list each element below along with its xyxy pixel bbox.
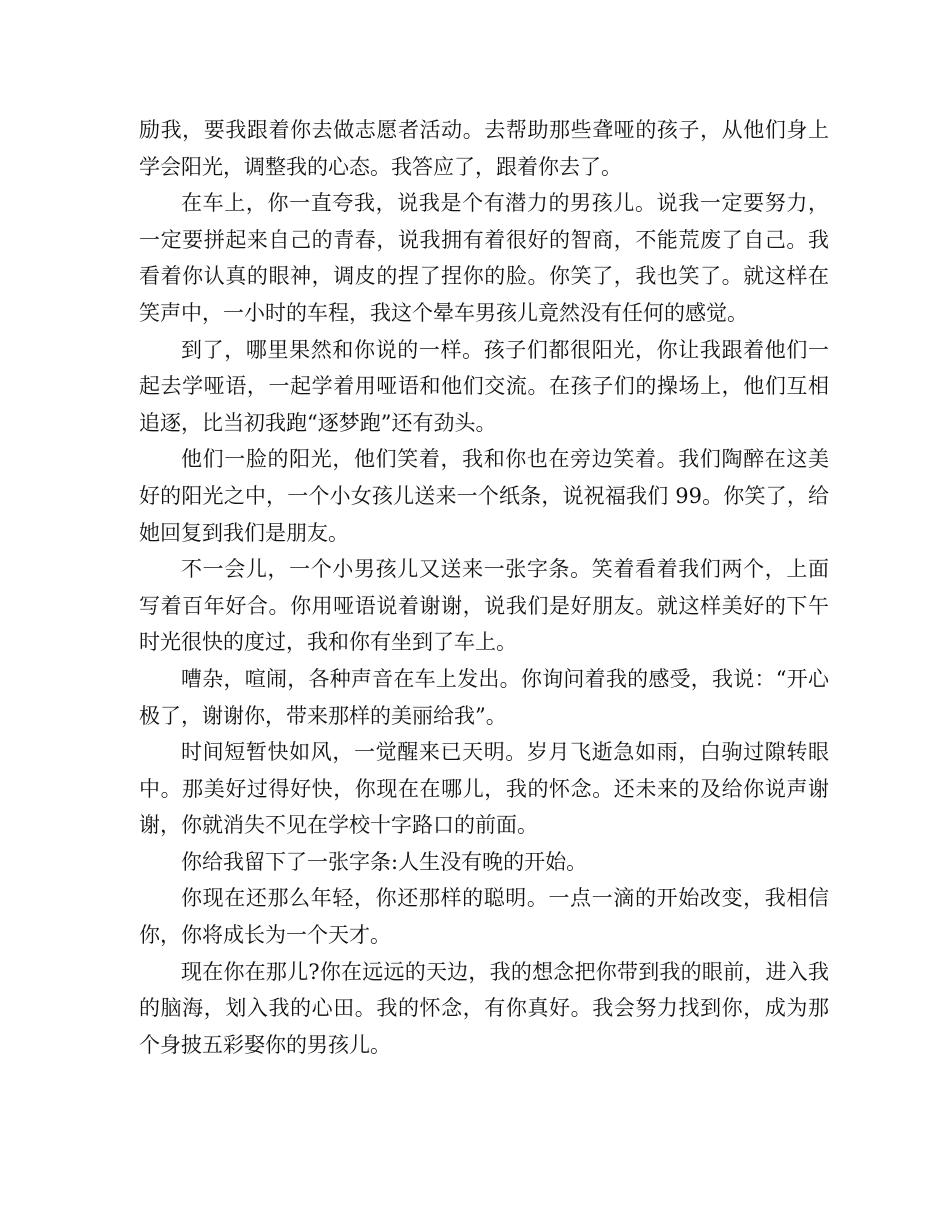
paragraph-4: 他们一脸的阳光，他们笑着，我和你也在旁边笑着。我们陶醉在这美好的阳光之中，一个小女孩儿送来一个纸条，说祝福我们 99。你笑了，给她回复到我们是朋友。 — [139, 447, 829, 545]
article-body — [139, 112, 829, 1063]
paragraph-9: 你现在还那么年轻，你还那样的聪明。一点一滴的开始改变，我相信你，你将成长为一个天才。 — [139, 886, 829, 948]
paragraph-3: 到了，哪里果然和你说的一样。孩子们都很阳光，你让我跟着他们一起去学哑语，一起学着用哑语和他们交流。在孩子们的操场上，他们互相追逐，比当初我跑“逐梦跑”还有劲头。 — [139, 337, 829, 435]
paragraph-2: 在车上，你一直夸我，说我是个有潜力的男孩儿。说我一定要努力，一定要拼起来自己的青春，说我拥有着很好的智商，不能荒废了自己。我看着你认真的眼神，调皮的捏了捏你的脸。你笑了，我也笑了。就这样在笑声中，一小时的车程，我这个晕车男孩儿竟然没有任何的感觉。 — [139, 191, 829, 325]
paragraph-1: 励我，要我跟着你去做志愿者活动。去帮助那些聋哑的孩子，从他们身上学会阳光，调整我的心态。我答应了，跟着你去了。 — [139, 118, 829, 179]
paragraph-7: 时间短暂快如风，一觉醒来已天明。岁月飞逝急如雨，白驹过隙转眼中。那美好过得好快，你现在在哪儿，我的怀念。还未来的及给你说声谢谢，你就消失不见在学校十字路口的前面。 — [139, 740, 829, 838]
paragraph-6: 嘈杂，喧闹，各种声音在车上发出。你询问着我的感受，我说：“开心极了，谢谢你，带来那样的美丽给我”。 — [139, 666, 829, 728]
paragraph-8: 你给我留下了一张字条:人生没有晚的开始。 — [181, 849, 588, 874]
paragraph-5: 不一会儿，一个小男孩儿又送来一张字条。笑着看着我们两个，上面写着百年好合。你用哑语说着谢谢，说我们是好朋友。就这样美好的下午时光很快的度过，我和你有坐到了车上。 — [139, 557, 829, 655]
paragraph-10: 现在你在那儿?你在远远的天边，我的想念把你带到我的眼前，进入我的脑海，划入我的心田。我的怀念，有你真好。我会努力找到你，成为那个身披五彩娶你的男孩儿。 — [139, 959, 829, 1057]
